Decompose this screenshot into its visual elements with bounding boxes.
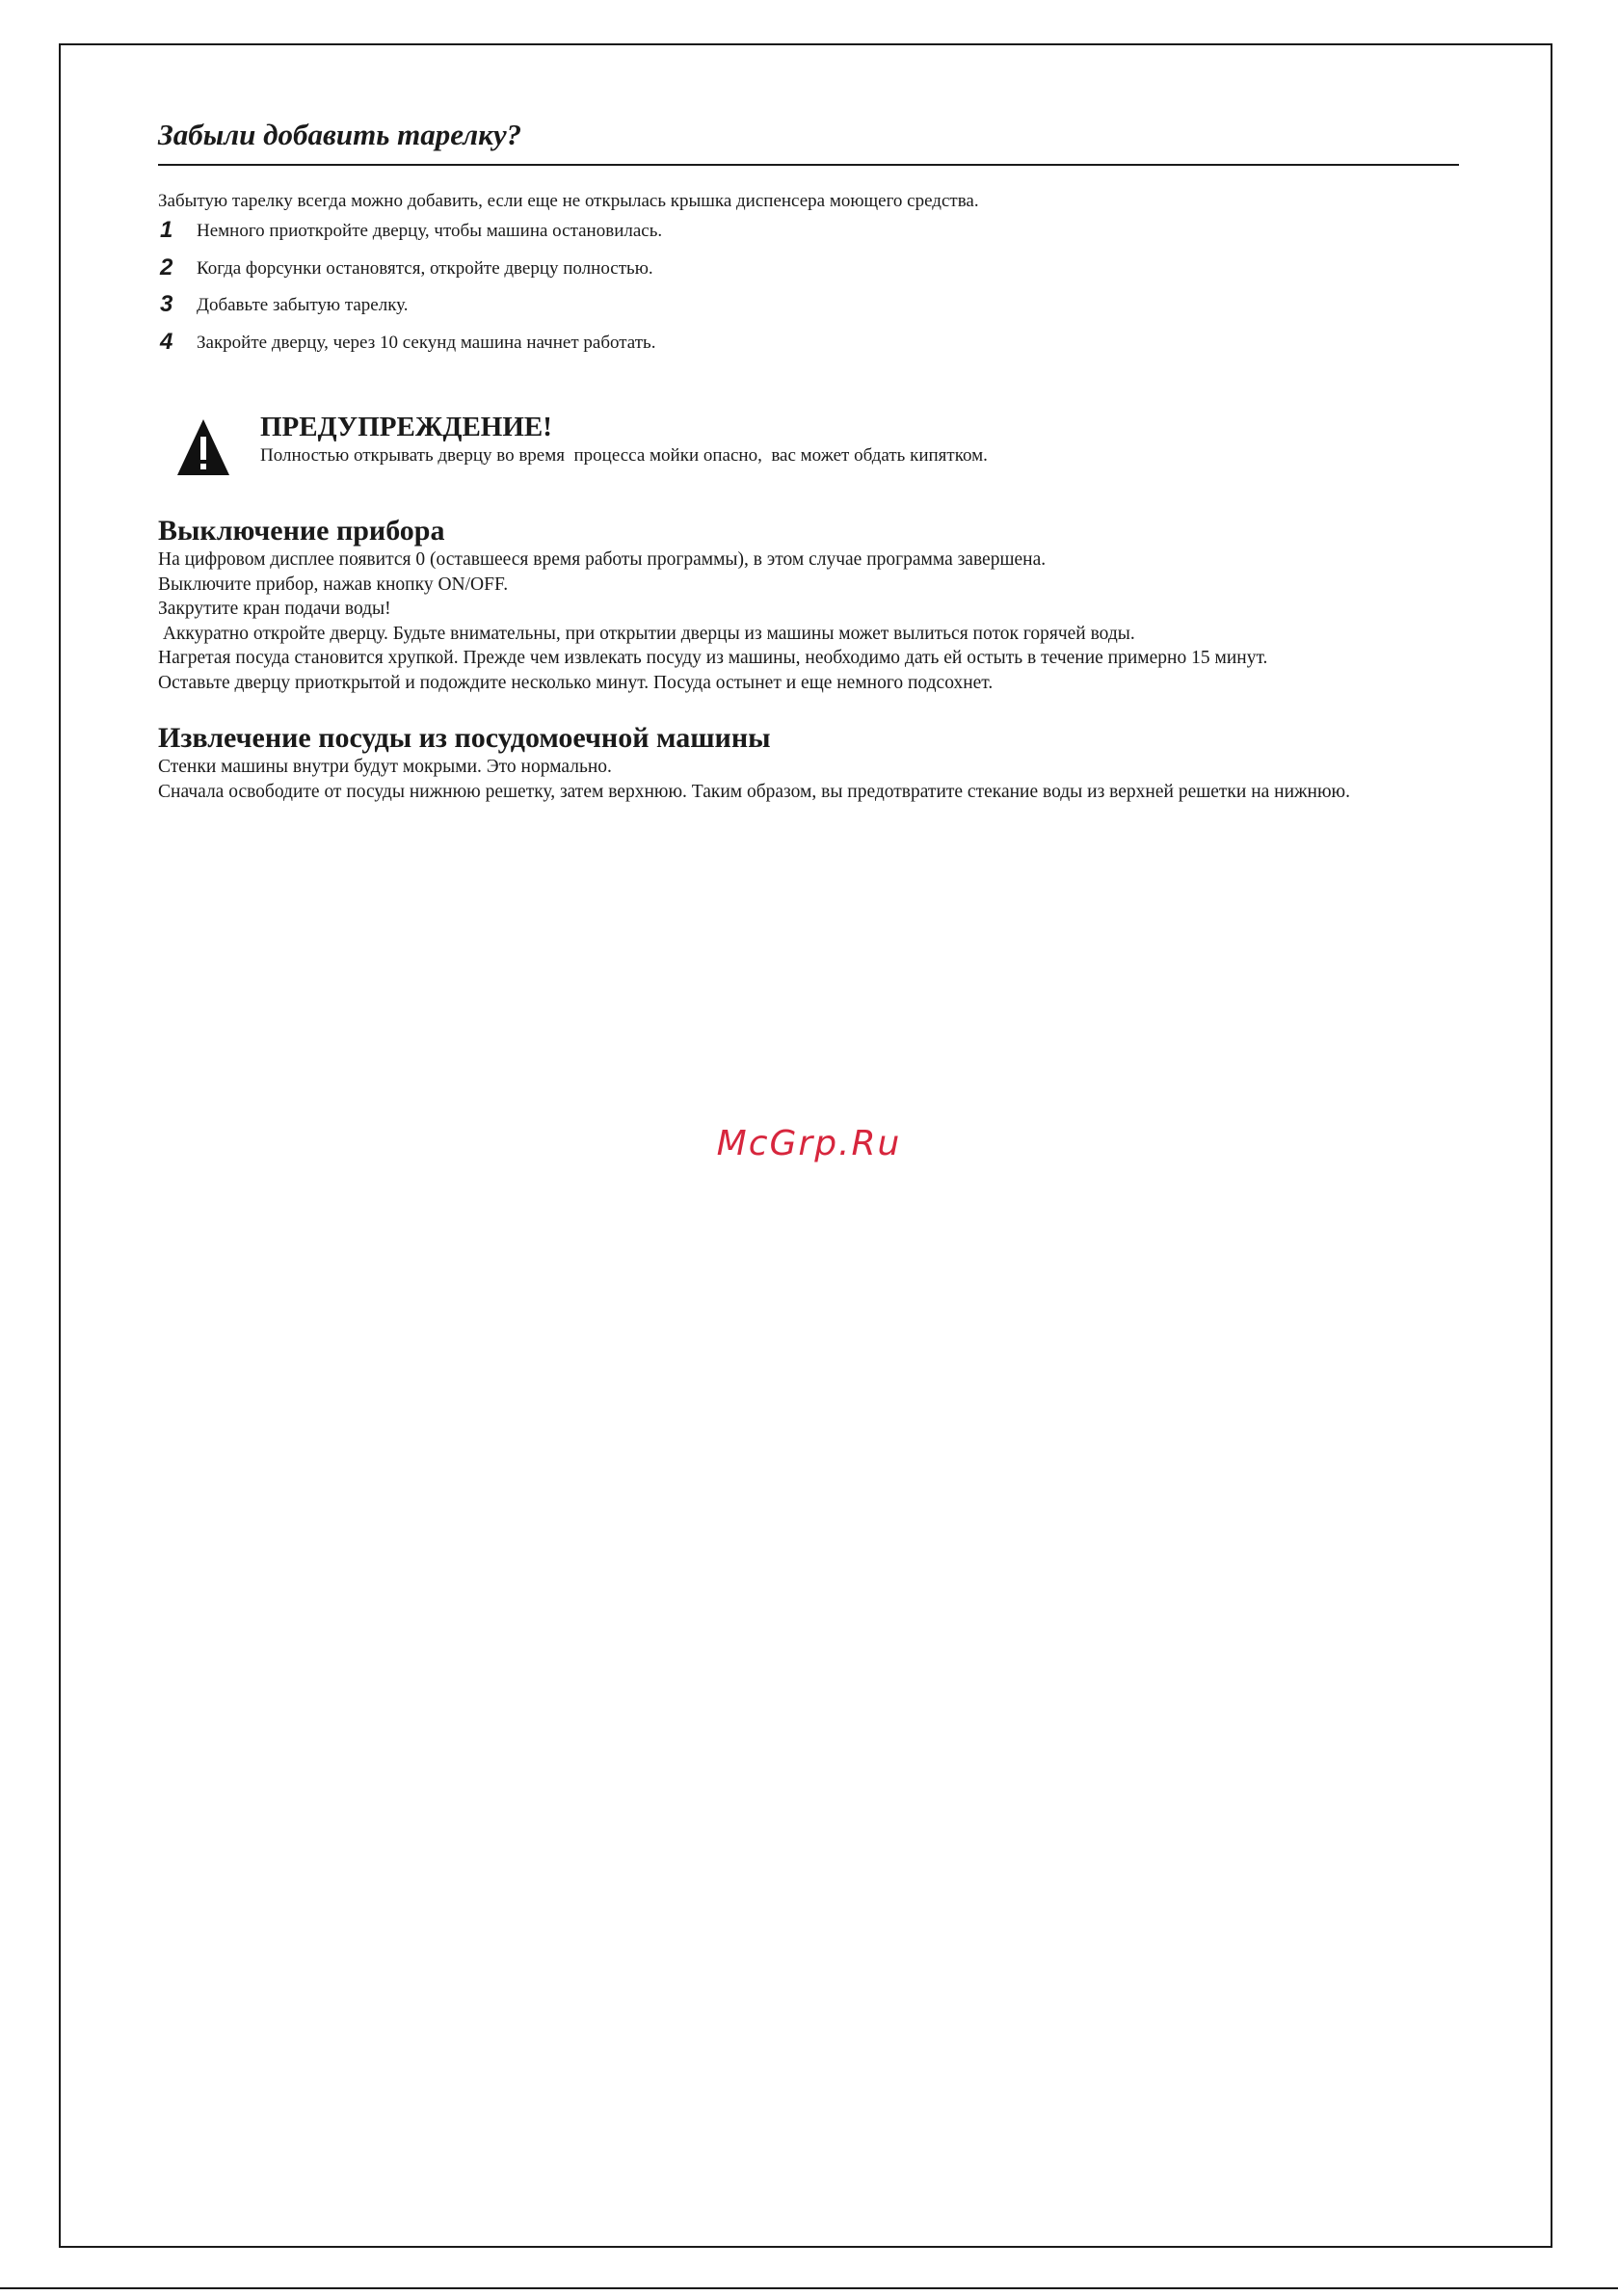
- step-number: 1: [160, 217, 173, 243]
- paragraph: Выключите прибор, нажав кнопку ON/OFF.: [158, 574, 509, 595]
- steps-list: [158, 216, 1459, 364]
- step-number: 4: [160, 328, 173, 355]
- step-text: Добавьте забытую тарелку.: [197, 295, 409, 315]
- step-item: [158, 216, 1459, 254]
- section-switch-off: [158, 515, 1459, 695]
- step-text: Немного приоткройте дверцу, чтобы машина остановилась.: [197, 221, 663, 241]
- warning-text: Полностью открывать дверцу во время процесса мойки опасно, вас может обдать кипятком.: [260, 445, 988, 466]
- step-text: Когда форсунки остановятся, откройте дверцу полностью.: [197, 257, 653, 279]
- section-unloading: [158, 722, 1459, 804]
- paragraph: Оставьте дверцу приоткрытой и подождите несколько минут. Посуда остынет и еще немного подсохнет.: [158, 672, 994, 693]
- paragraph: На цифровом дисплее появится 0 (оставшееся время работы программы), в этом случае программа завершена.: [158, 549, 1047, 570]
- step-number: 2: [160, 254, 173, 280]
- bottom-rule: [0, 2287, 1618, 2289]
- warning-triangle-icon: [175, 416, 231, 478]
- intro-text: Забытую тарелку всегда можно добавить, если еще не открылась крышка диспенсера моющего средства.: [158, 191, 979, 211]
- step-item: [158, 328, 1459, 365]
- page-title: Забыли добавить тарелку?: [158, 118, 522, 151]
- paragraph: Стенки машины внутри будут мокрыми. Это нормально.: [158, 757, 612, 777]
- warning-title: ПРЕДУПРЕЖДЕНИЕ!: [260, 412, 552, 442]
- step-item: [158, 290, 1459, 328]
- step-text: Закройте дверцу, через 10 секунд машина начнет работать.: [197, 332, 656, 353]
- step-item: [158, 254, 1459, 291]
- paragraph: Закрутите кран подачи воды!: [158, 599, 391, 619]
- paragraph: Сначала освободите от посуды нижнюю решетку, затем верхнюю. Таким образом, вы предотвратите стекание воды из верхней решетки на нижнюю.: [158, 781, 1350, 802]
- page-content: [158, 116, 1459, 804]
- paragraph: Нагретая посуда становится хрупкой. Прежде чем извлекать посуду из машины, необходимо дать ей остыть в течение примерно 15 минут.: [158, 648, 1268, 668]
- section-title: Выключение прибора: [158, 515, 445, 547]
- warning-box: [158, 409, 1459, 486]
- step-number: 3: [160, 291, 173, 317]
- paragraph: Аккуратно откройте дверцу. Будьте внимательны, при открытии дверцы из машины может вылиться поток горячей воды.: [158, 623, 1135, 644]
- title-divider: [158, 164, 1459, 166]
- watermark: McGrp.Ru: [716, 1124, 902, 1163]
- section-title: Извлечение посуды из посудомоечной машины: [158, 722, 771, 754]
